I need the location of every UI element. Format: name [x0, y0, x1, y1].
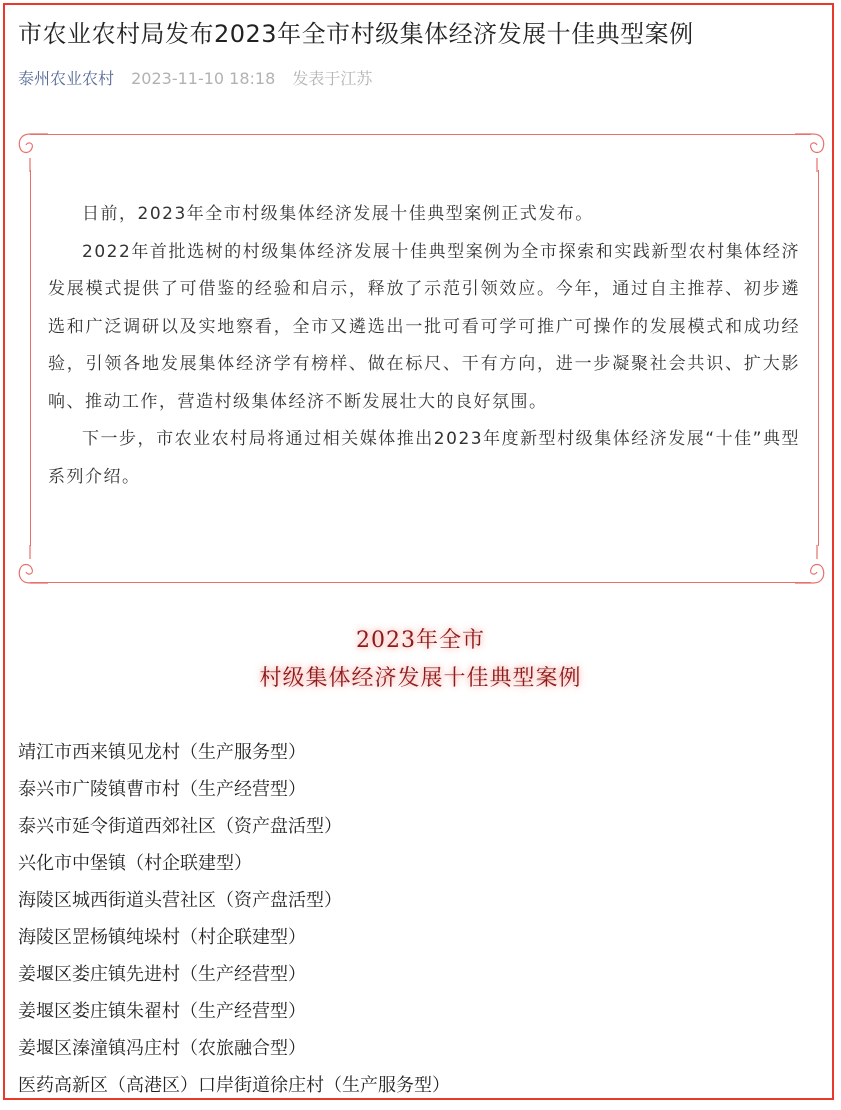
- case-list-item: 泰兴市广陵镇曹市村（生产经营型）: [18, 779, 306, 800]
- ornament-left-line: [30, 170, 31, 546]
- case-list-item: 泰兴市延令街道西郊社区（资产盘活型）: [18, 816, 342, 837]
- section-heading-line1: 2023年全市: [356, 628, 485, 653]
- article-title: 市农业农村局发布2023年全市村级集体经济发展十佳典型案例: [18, 20, 694, 48]
- ornament-curl-top-right: [795, 132, 829, 172]
- case-list-item: 靖江市西来镇见龙村（生产服务型）: [18, 742, 306, 763]
- intro-paragraph: 2022年首批选树的村级集体经济发展十佳典型案例为全市探索和实践新型农村集体经济发展模式提供了可借鉴的经验和启示，释放了示范引领效应。今年，通过自主推荐、初步遴选和广泛调研以及实地察看，全市又遴选出一批可看可学可推广可操作的发展模式和成功经验，引领各地发展集体经济学有榜样、做在标尺、干有方向，进一步凝聚社会共识、扩大影响、推动工作，营造村级集体经济不断发展壮大的良好氛围。: [48, 241, 800, 412]
- publish-time: 2023-11-10 18:18: [131, 69, 276, 88]
- article-meta: [18, 66, 372, 89]
- case-list: [18, 736, 450, 1106]
- intro-paragraph: 下一步，市农业农村局将通过相关媒体推出2023年度新型村级集体经济发展“十佳”典型系列介绍。: [48, 429, 800, 487]
- case-list-item: 姜堰区娄庄镇朱翟村（生产经营型）: [18, 1001, 306, 1022]
- intro-paragraph: 日前，2023年全市村级集体经济发展十佳典型案例正式发布。: [82, 204, 594, 224]
- case-list-item: 兴化市中堡镇（村企联建型）: [18, 853, 252, 874]
- section-heading-line2: 村级集体经济发展十佳典型案例: [259, 666, 582, 691]
- ornament-top-line: [30, 134, 811, 135]
- ornament-curl-bottom-left: [14, 545, 48, 585]
- case-list-item: 医药高新区（高港区）口岸街道徐庄村（生产服务型）: [18, 1075, 450, 1096]
- intro-text: [48, 196, 800, 496]
- case-list-item: 姜堰区娄庄镇先进村（生产经营型）: [18, 964, 306, 985]
- publish-location: 发表于江苏: [292, 69, 373, 88]
- case-list-item: 海陵区城西街道头营社区（资产盘活型）: [18, 890, 342, 911]
- ornament-right-line: [818, 170, 819, 546]
- ornament-bottom-line: [30, 582, 811, 583]
- case-list-item: 海陵区罡杨镇纯垛村（村企联建型）: [18, 927, 306, 948]
- ornament-curl-top-left: [14, 132, 48, 172]
- account-name-link[interactable]: 泰州农业农村: [18, 69, 115, 88]
- ornament-curl-bottom-right: [795, 545, 829, 585]
- case-list-item: 姜堰区溱潼镇冯庄村（农旅融合型）: [18, 1038, 306, 1059]
